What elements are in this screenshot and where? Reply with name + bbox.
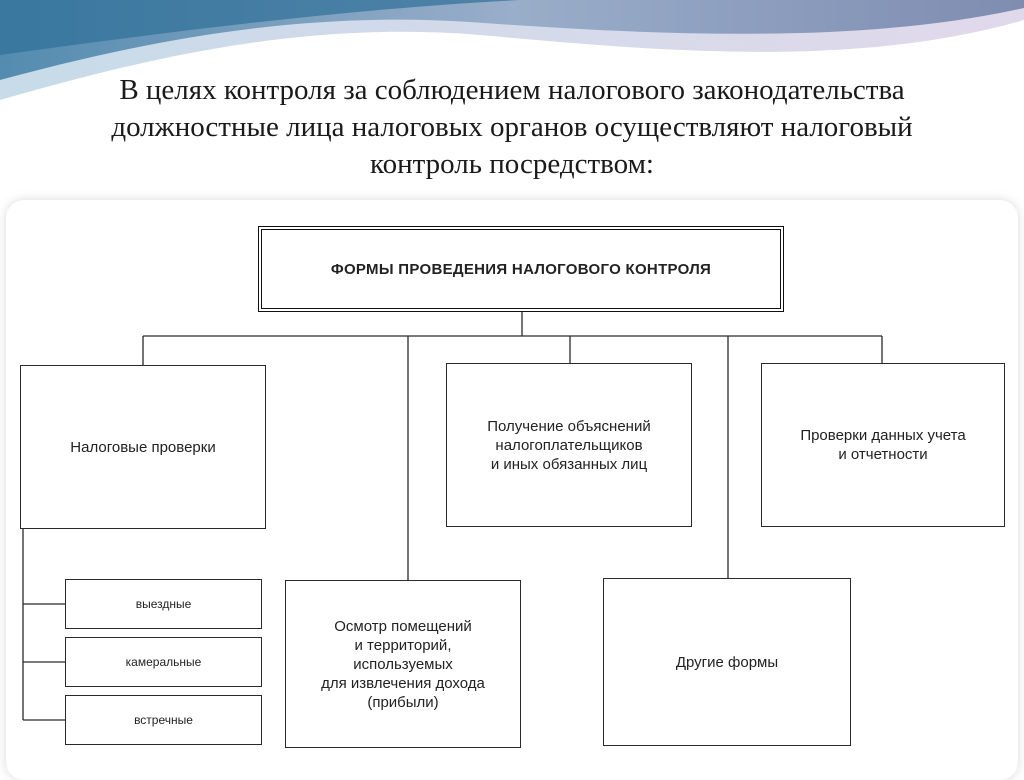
audit-type-label: встречные [134,712,193,727]
node-explanations-label: Получение объяснений налогоплательщиков и иных обязанных лиц [487,417,651,473]
node-tax-audits [20,365,266,529]
node-audit-type-field [65,579,262,629]
node-explanations [446,363,692,527]
slide-title: В целях контроля за соблюдением налогового законодательства должностные лица налоговых органов осуществляют налоговый контроль посредством: [111,74,913,180]
root-label: ФОРМЫ ПРОВЕДЕНИЯ НАЛОГОВОГО КОНТРОЛЯ [330,260,712,278]
node-inspection [285,580,521,748]
node-audit-type-counter [65,695,262,745]
node-records-checks-label: Проверки данных учета и отчетности [800,427,966,463]
root-node [258,226,784,312]
node-inspection-label: Осмотр помещений и территорий, используемых для извлечения дохода (прибыли) [321,617,485,711]
node-audit-type-desk [65,637,262,687]
node-tax-audits-label: Налоговые проверки [70,438,216,456]
audit-type-label: выездные [135,596,192,611]
node-other-forms-label: Другие формы [675,653,779,671]
audit-type-label: камеральные [125,654,202,669]
node-records-checks [761,363,1005,527]
node-other-forms [603,578,851,746]
